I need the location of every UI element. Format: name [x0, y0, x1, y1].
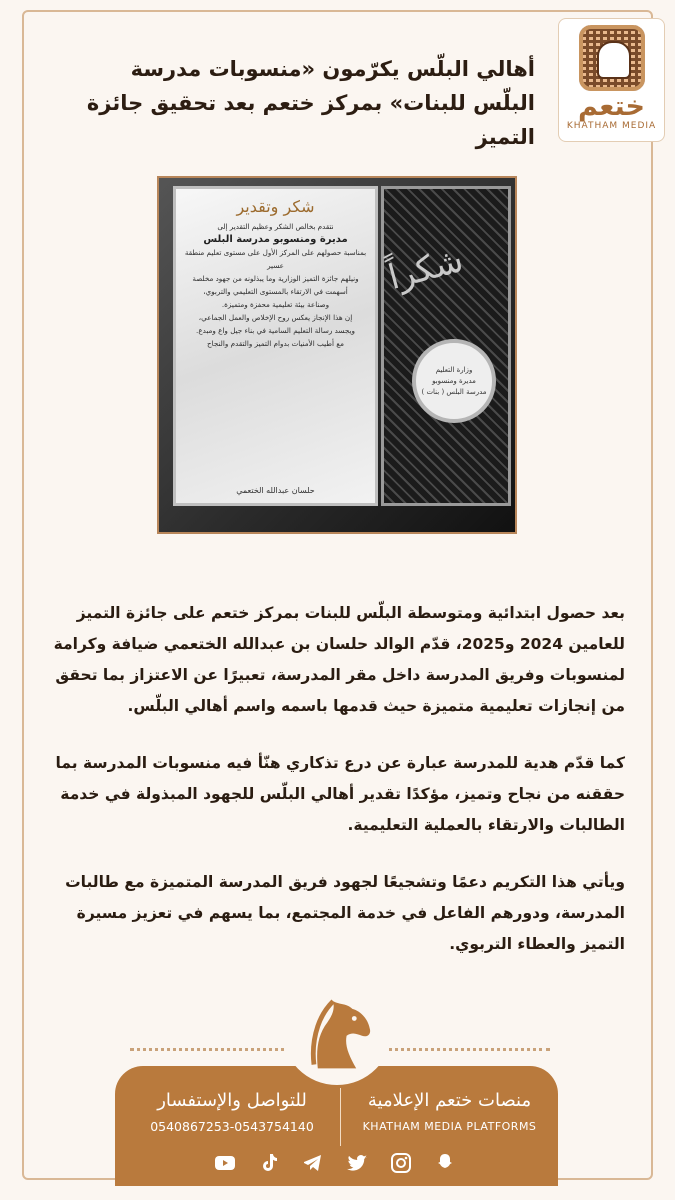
- telegram-icon[interactable]: [298, 1148, 328, 1178]
- plaque-photo: [157, 176, 517, 534]
- plaque-line: نتقدم بخالص الشكر وعظيم التقدير إلى: [217, 222, 334, 231]
- lattice-shield: [381, 186, 511, 506]
- plaque-line: بمناسبة حصولهم على المركز الأول على مستوى تعليم منطقة عسير: [184, 248, 367, 270]
- horse-emblem: [282, 975, 392, 1085]
- instagram-icon[interactable]: [386, 1148, 416, 1178]
- platforms-subtitle: KHATHAM MEDIA PLATFORMS: [362, 1120, 537, 1133]
- medal-line: مديرة ومنسوبو: [432, 376, 476, 385]
- paragraph: كما قدّم هدية للمدرسة عبارة عن درع تذكاري هنّأ فيه منسوبات المدرسة بما حققنه من نجاح وتميز، مؤكدًا تقدير أهالي البلّس للجهود المبذولة في خدمة الطالبات والارتقاء بالعملية التعليمية.: [55, 754, 625, 834]
- plaque-line: مديرة ومنسوبو مدرسة البلس: [203, 234, 348, 245]
- youtube-icon[interactable]: [210, 1148, 240, 1178]
- medal-line: مدرسة البلس ( بنات ): [421, 387, 487, 396]
- certificate-plaque: [173, 186, 378, 506]
- social-icons: [210, 1148, 460, 1182]
- contact-title: للتواصل والإستفسار: [157, 1090, 307, 1111]
- contact-block: [127, 1088, 337, 1137]
- plaque-line: وصناعة بيئة تعليمية محفزة ومتميزة.: [221, 300, 330, 309]
- snapchat-ghost-icon: [597, 41, 631, 79]
- contact-phones[interactable]: 0540867253-0543754140: [150, 1119, 314, 1134]
- plaque-line: ويجسد رسالة التعليم السامية في بناء جيل واع ومبدع.: [196, 326, 355, 335]
- brand-logo[interactable]: [558, 18, 665, 142]
- plaque-signature: حلسان عبدالله الختعمي: [236, 486, 315, 495]
- tiktok-icon[interactable]: [254, 1148, 284, 1178]
- brand-name-en: KHATHAM MEDIA: [566, 121, 657, 131]
- snapcode-qr[interactable]: [579, 25, 645, 91]
- snapchat-icon[interactable]: [430, 1148, 460, 1178]
- article-body: [50, 598, 625, 986]
- plaque-title: شكر وتقدير: [236, 197, 315, 216]
- headline: أهالي البلّس يكرّمون «منسوبات مدرسة البلّس للبنات» بمركز ختعم بعد تحقيق جائزة التميز: [86, 57, 535, 149]
- platforms-block: [347, 1088, 552, 1137]
- shukr-calligraphy: شكراً: [384, 239, 468, 299]
- paragraph: ويأتي هذا التكريم دعمًا وتشجيعًا لجهود فريق المدرسة المتميزة مع طالبات المدرسة، ودورهم الفاعل في خدمة المجتمع، بما يسهم في تعزيز مسيرة التميز والعطاء التربوي.: [65, 873, 625, 953]
- plaque-line: مع أطيب الأمنيات بدوام التميز والتقدم والنجاح: [207, 339, 344, 348]
- footer-separator: [340, 1088, 341, 1146]
- plaque-line: أسهمت في الارتقاء بالمستوى التعليمي والتربوي،: [203, 287, 348, 296]
- plaque-line: ونيلهم جائزة التميز الوزارية وما يبذلونه من جهود مخلصة: [192, 274, 359, 283]
- plaque-line: إن هذا الإنجاز يعكس روح الإخلاص والعمل الجماعي،: [198, 313, 353, 322]
- horse-head-icon: [289, 982, 385, 1078]
- twitter-icon[interactable]: [342, 1148, 372, 1178]
- paragraph: بعد حصول ابتدائية ومتوسطة البلّس للبنات بمركز ختعم على جائزة التميز للعامين 2024 و2025، قدّم الوالد حلسان بن عبدالله الختعمي ضيافة وكرامة لمنسوبات وفريق المدرسة داخل مقر المدرسة، تعبيرًا عن الاعتزاز بما تحقق من إنجازات تعليمية متميزة حيث قدمها باسمه واسم أهالي البلّس.: [53, 604, 625, 715]
- platforms-title: منصات ختعم الإعلامية: [367, 1090, 532, 1111]
- brand-name-ar: ختعم: [578, 91, 645, 122]
- school-medal: [412, 339, 496, 423]
- medal-line: وزارة التعليم: [435, 365, 473, 374]
